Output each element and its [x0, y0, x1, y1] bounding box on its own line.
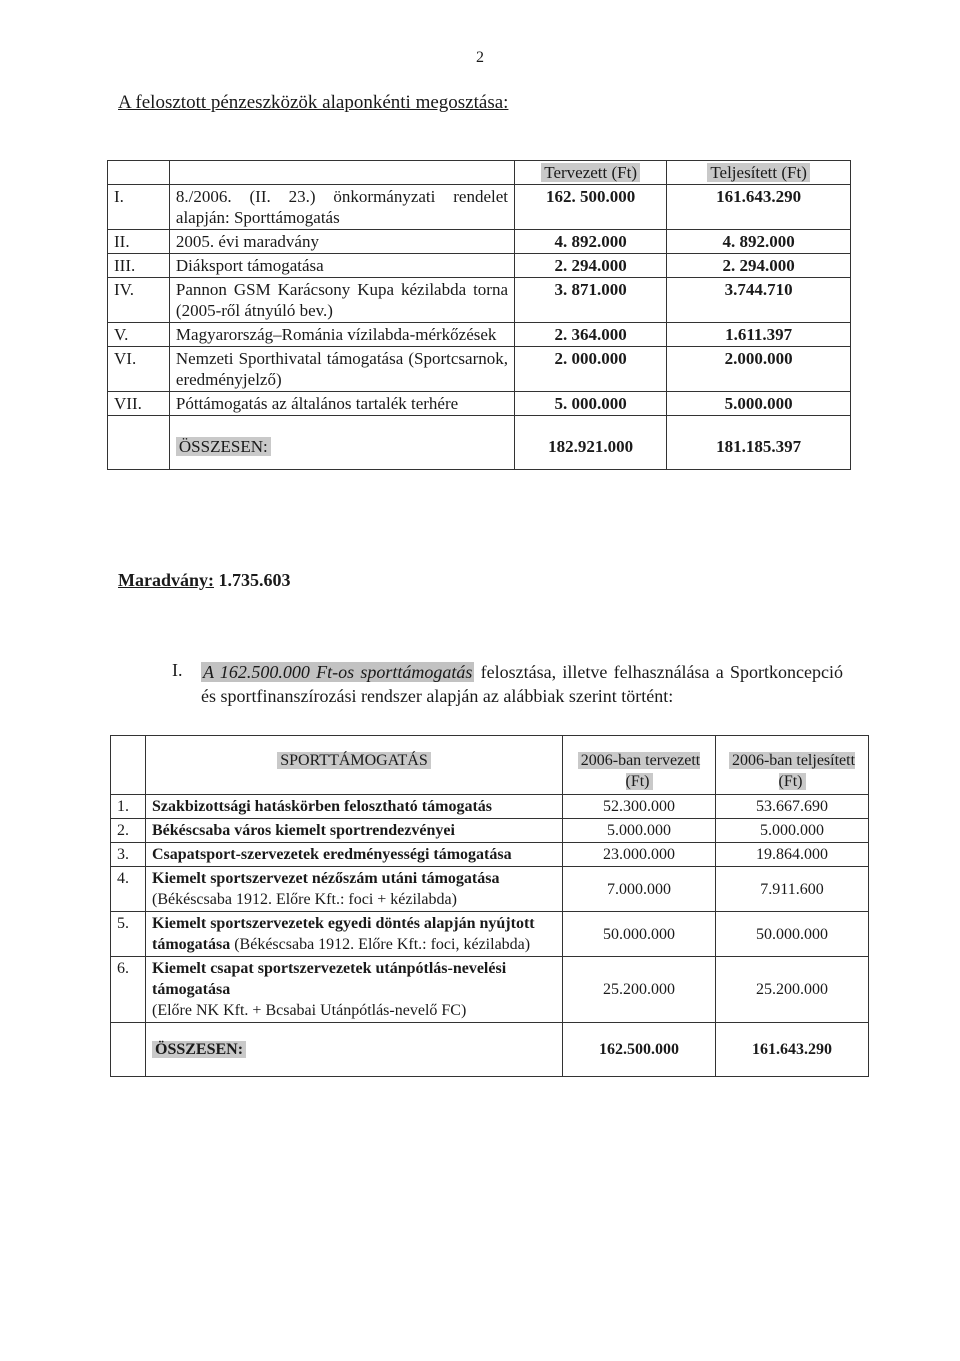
row-planned: 2. 000.000 — [515, 347, 667, 392]
sport-support-table — [110, 735, 869, 1077]
total-row — [111, 1023, 869, 1077]
row-number: I. — [108, 185, 170, 230]
row-description: Kiemelt sportszervezetek egyedi döntés alapján nyújtott támogatása (Békéscsaba 1912. Előre Kft.: foci, kézilabda) — [146, 912, 563, 957]
total-row — [108, 416, 851, 470]
table-row — [108, 392, 851, 416]
row-number: 3. — [111, 843, 146, 867]
row-number: III. — [108, 254, 170, 278]
row-description: Szakbizottsági hatáskörben felosztható támogatás — [146, 795, 563, 819]
page-number: 2 — [476, 49, 484, 66]
header-title: SPORTTÁMOGATÁS — [277, 752, 431, 769]
table-header-row — [108, 161, 851, 185]
row-number: IV. — [108, 278, 170, 323]
row-actual: 7.911.600 — [716, 867, 869, 912]
row-actual: 19.864.000 — [716, 843, 869, 867]
row-number: 6. — [111, 957, 146, 1023]
row-description: Kiemelt sportszervezet nézőszám utáni támogatása (Békéscsaba 1912. Előre Kft.: foci + kézilabda) — [146, 867, 563, 912]
allocation-table — [107, 160, 851, 470]
row-description: Magyarország–Románia vízilabda-mérkőzések — [169, 323, 514, 347]
header-planned: 2006-ban tervezett (Ft) — [578, 752, 701, 790]
total-planned: 182.921.000 — [515, 416, 667, 470]
section-paragraph — [201, 660, 843, 708]
row-planned: 2. 294.000 — [515, 254, 667, 278]
row-planned: 52.300.000 — [563, 795, 716, 819]
row-actual: 2.000.000 — [667, 347, 851, 392]
row-description: 8./2006. (II. 23.) önkormányzati rendelet alapján: Sporttámogatás — [169, 185, 514, 230]
row-planned: 4. 892.000 — [515, 230, 667, 254]
table-row — [111, 867, 869, 912]
row-planned: 2. 364.000 — [515, 323, 667, 347]
row-description: Pannon GSM Karácsony Kupa kézilabda torna (2005-ről átnyúló bev.) — [169, 278, 514, 323]
row-description: Csapatsport-szervezetek eredményességi támogatása — [146, 843, 563, 867]
row-planned: 3. 871.000 — [515, 278, 667, 323]
section-text: felosztása, illetve felhasználása a Sportkoncepció és sportfinanszírozási rendszer alapján az alábbiak szerint történt: — [201, 662, 843, 706]
remainder-value: 1.735.603 — [218, 570, 291, 590]
row-actual: 3.744.710 — [667, 278, 851, 323]
row-planned: 25.200.000 — [563, 957, 716, 1023]
table-row — [111, 912, 869, 957]
header-actual: 2006-ban teljesített (Ft) — [729, 752, 855, 790]
total-actual: 181.185.397 — [667, 416, 851, 470]
row-planned: 23.000.000 — [563, 843, 716, 867]
row-description: Békéscsaba város kiemelt sportrendezvényei — [146, 819, 563, 843]
row-description: Kiemelt csapat sportszervezetek utánpótlás-nevelési támogatása (Előre NK Kft. + Bcsabai Utánpótlás-nevelő FC) — [146, 957, 563, 1023]
row-planned: 50.000.000 — [563, 912, 716, 957]
row-description: Diáksport támogatása — [169, 254, 514, 278]
row-actual: 1.611.397 — [667, 323, 851, 347]
row-number: VI. — [108, 347, 170, 392]
total-planned: 162.500.000 — [563, 1023, 716, 1077]
page-title: A felosztott pénzeszközök alaponkénti megosztása: — [118, 92, 509, 113]
row-actual: 2. 294.000 — [667, 254, 851, 278]
total-label: ÖSSZESEN: — [152, 1041, 246, 1058]
table-row — [108, 347, 851, 392]
row-number: 2. — [111, 819, 146, 843]
header-actual: Teljesített (Ft) — [707, 163, 810, 182]
table-row — [108, 230, 851, 254]
row-planned: 162. 500.000 — [515, 185, 667, 230]
row-number: VII. — [108, 392, 170, 416]
total-label: ÖSSZESEN: — [176, 437, 271, 456]
row-description: Póttámogatás az általános tartalék terhére — [169, 392, 514, 416]
row-planned: 5. 000.000 — [515, 392, 667, 416]
section-highlight: A 162.500.000 Ft-os sporttámogatás — [203, 662, 473, 682]
row-number: 4. — [111, 867, 146, 912]
table-row — [108, 278, 851, 323]
row-description: Nemzeti Sporthivatal támogatása (Sportcsarnok, eredményjelző) — [169, 347, 514, 392]
row-number: 5. — [111, 912, 146, 957]
table-row — [111, 819, 869, 843]
row-actual: 25.200.000 — [716, 957, 869, 1023]
remainder-label: Maradvány: — [118, 570, 214, 590]
row-actual: 4. 892.000 — [667, 230, 851, 254]
table-row — [108, 254, 851, 278]
row-number: II. — [108, 230, 170, 254]
table-row — [111, 957, 869, 1023]
table-header-row — [111, 736, 869, 795]
row-actual: 53.667.690 — [716, 795, 869, 819]
row-actual: 50.000.000 — [716, 912, 869, 957]
row-actual: 5.000.000 — [716, 819, 869, 843]
table-row — [111, 795, 869, 819]
row-actual: 161.643.290 — [667, 185, 851, 230]
row-actual: 5.000.000 — [667, 392, 851, 416]
table-row — [108, 185, 851, 230]
total-actual: 161.643.290 — [716, 1023, 869, 1077]
row-planned: 7.000.000 — [563, 867, 716, 912]
row-number: V. — [108, 323, 170, 347]
header-planned: Tervezett (Ft) — [541, 163, 640, 182]
row-planned: 5.000.000 — [563, 819, 716, 843]
table-row — [108, 323, 851, 347]
row-description: 2005. évi maradvány — [169, 230, 514, 254]
row-number: 1. — [111, 795, 146, 819]
section-number: I. — [172, 660, 183, 680]
remainder — [118, 570, 291, 591]
table-row — [111, 843, 869, 867]
